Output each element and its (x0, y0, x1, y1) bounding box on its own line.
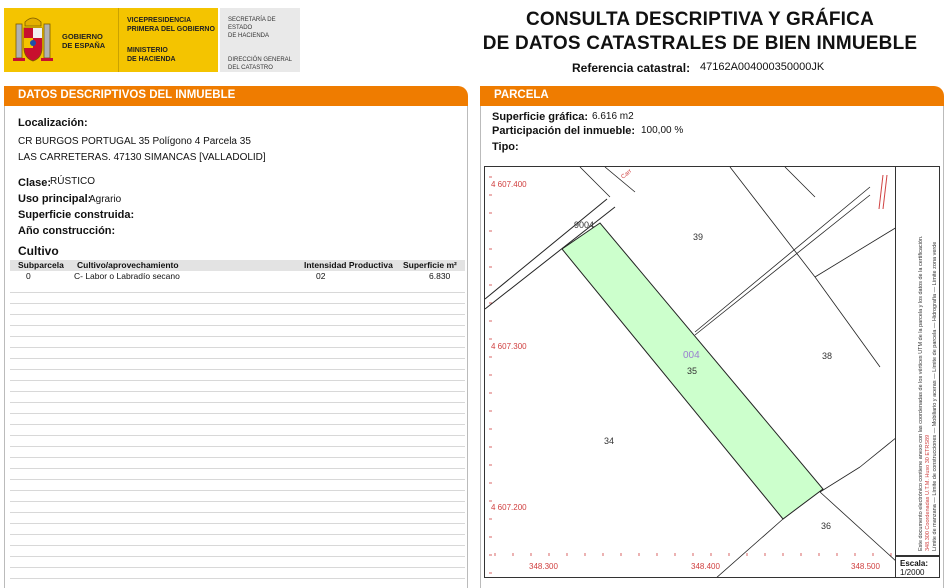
vicepresidency-block (118, 8, 218, 72)
legend-line1: Este documento electrónico contiene anexo con las coordenadas de los vértices UTM de la parcela y los datos de la certificación. (918, 235, 924, 551)
cadastral-map[interactable] (484, 166, 896, 578)
construction-year-label: Año construcción: (18, 225, 116, 237)
col-surface: Superficie m² (403, 260, 457, 270)
cell-subparcel: 0 (26, 271, 31, 281)
participation-value: 100,00 % (641, 125, 684, 136)
main-use-value: Agrario (89, 194, 122, 205)
crops-table-header (10, 260, 465, 271)
sec-line3: DIRECCIÓN GENERAL (228, 57, 293, 63)
legend-line3: Límite de manzana — Límite de construcciones — Mobiliario y aceras — Límite de parcela — Hidrografía — Límite zona verde (932, 241, 938, 551)
parcel-header: PARCELA (480, 86, 944, 106)
cell-intensity: 02 (316, 271, 326, 281)
empty-table-rows (10, 282, 465, 582)
location-line1: CR BURGOS PORTUGAL 35 Polígono 4 Parcela 35 (18, 136, 251, 147)
x-label-mid: 348.400 (691, 562, 720, 571)
gov-name-line2: DE ESPAÑA (62, 41, 106, 50)
built-surface-label: Superficie construida: (18, 209, 135, 221)
parcel-label-36: 36 (821, 521, 832, 531)
legend-line2: 348.300 Coordenadas U.T.M. Huso 30 ETRS89 (925, 434, 931, 551)
map-svg (485, 167, 896, 578)
location-line2: LAS CARRETERAS. 47130 SIMANCAS [VALLADOLID] (18, 152, 266, 163)
class-label: Clase: (18, 177, 52, 189)
vice-line4: DE HACIENDA (127, 56, 176, 63)
sec-line4: DEL CATASTRO (228, 65, 273, 71)
x-label-right: 348.500 (851, 562, 880, 571)
graphic-surface-value: 6.616 m2 (592, 111, 634, 122)
gov-name-line1: GOBIERNO (62, 32, 103, 41)
document-title (470, 8, 930, 56)
crops-title: Cultivo (18, 244, 59, 258)
col-crop: Cultivo/aprovechamiento (77, 260, 179, 270)
scale-label: Escala: (900, 559, 929, 568)
title-line2: DE DATOS CATASTRALES DE BIEN INMUEBLE (482, 33, 918, 54)
class-value: RÚSTICO (50, 176, 95, 187)
scale-value: 1/2000 (900, 568, 925, 577)
cell-surface: 6.830 (429, 271, 451, 281)
y-label-mid: 4 607.300 (491, 342, 527, 351)
parcel-label-9004: 9004 (574, 220, 595, 230)
x-label-left: 348.300 (529, 562, 558, 571)
government-name (62, 32, 105, 50)
cell-crop: C- Labor o Labradío secano (74, 271, 180, 281)
type-label: Tipo: (492, 141, 519, 153)
secretariat-block (220, 8, 300, 72)
legend-text (918, 171, 939, 551)
sec-line2: DE HACIENDA (228, 33, 270, 39)
y-label-bottom: 4 607.200 (491, 503, 527, 512)
coat-of-arms-icon (10, 14, 56, 66)
vice-line3: MINISTERIO (127, 47, 168, 54)
descriptive-data-header (4, 86, 468, 106)
parcel-label-35: 35 (687, 366, 698, 376)
col-intensity: Intensidad Productiva (304, 260, 393, 270)
table-row (10, 271, 465, 282)
map-legend (896, 166, 940, 556)
location-label: Localización: (18, 117, 88, 129)
map-scale (896, 556, 940, 578)
participation-label: Participación del inmueble: (492, 125, 636, 137)
sec-line1: SECRETARÍA DE ESTADO (228, 17, 276, 31)
main-use-label: Uso principal: (18, 193, 92, 205)
road-label: Carr (620, 168, 634, 181)
vice-line2: PRIMERA DEL GOBIERNO (127, 26, 215, 33)
parcel-label-39: 39 (693, 232, 704, 242)
descriptive-header-prefix: DATOS DESCRIPTIVOS DEL (18, 89, 176, 101)
col-subparcel: Subparcela (18, 260, 64, 270)
parcel-code-label: 004 (683, 350, 700, 361)
graphic-surface-label: Superficie gráfica: (492, 111, 588, 123)
parcel-label-34: 34 (604, 436, 615, 446)
parcel-label-38: 38 (822, 351, 833, 361)
vice-line1: VICEPRESIDENCIA (127, 17, 192, 24)
cadastral-ref-label: Referencia catastral: (572, 61, 691, 75)
title-line1: CONSULTA DESCRIPTIVA Y GRÁFICA (525, 9, 875, 30)
cadastral-ref-value: 47162A004000350000JK (700, 61, 825, 73)
descriptive-header-bold: INMUEBLE (175, 89, 236, 101)
y-label-top: 4 607.400 (491, 180, 527, 189)
